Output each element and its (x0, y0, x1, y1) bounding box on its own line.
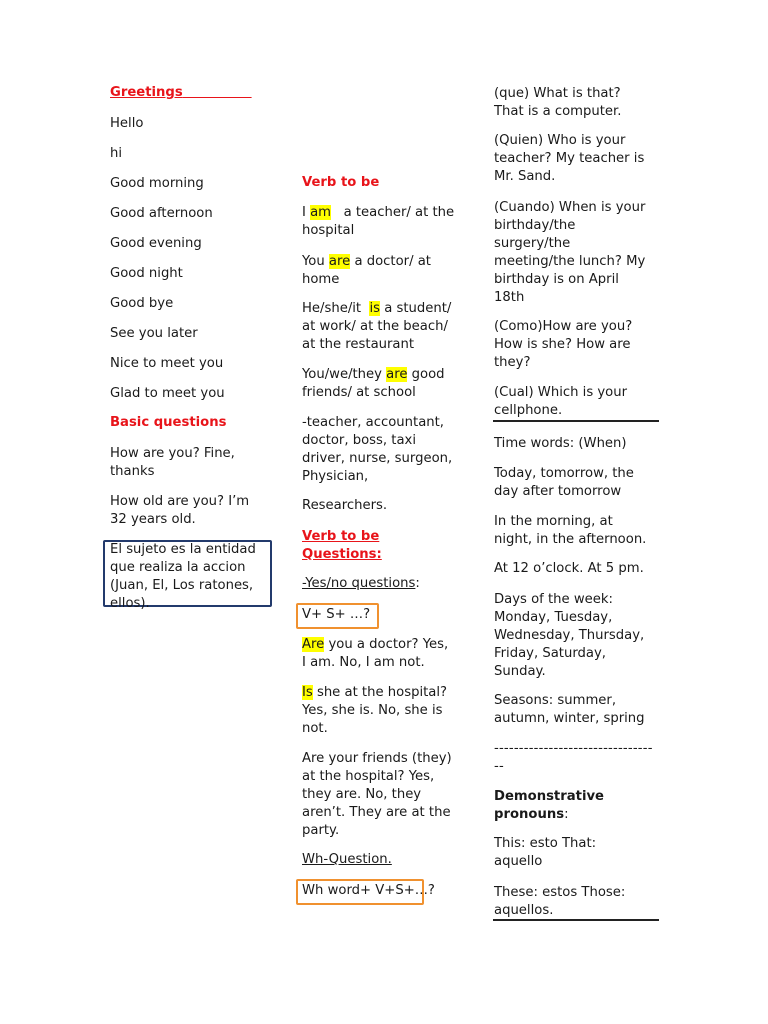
quien-who-is-your-teacher: (Quien) Who is your teacher? My teacher is Mr. Sand. (494, 133, 645, 184)
demonstrative-these-those: These: estos Those: aquellos. (494, 885, 626, 918)
jobs-list: -teacher, accountant, doctor, boss, taxi driver, nurse, surgeon, Physician, (302, 415, 453, 484)
greeting-good-afternoon: Good afternoon (110, 206, 213, 221)
highlight-are: are (328, 254, 351, 269)
greeting-good-night: Good night (110, 266, 183, 281)
verb-to-be-heading: Verb to be (302, 175, 380, 190)
sentence-i-am: I am a teacher/ at the hospital (302, 205, 455, 238)
greeting-glad-to-meet-you: Glad to meet you (110, 386, 225, 401)
greeting-hello: Hello (110, 116, 144, 131)
highlight-am: am (310, 205, 332, 220)
formula-wh-word: Wh word+ V+S+…? (302, 883, 435, 898)
que-what-is-that: (que) What is that? That is a computer. (494, 86, 622, 119)
time-in-the-morning: In the morning, at night, in the afternoon. (494, 514, 647, 547)
greeting-hi: hi (110, 146, 123, 161)
greetings-heading: Greetings (110, 85, 183, 100)
section-divider-1 (493, 420, 659, 422)
example-are-you-a-doctor: Are you a doctor? Yes, I am. No, I am not. (302, 637, 449, 670)
days-of-the-week: Days of the week: Monday, Tuesday, Wednesday, Thursday, Friday, Saturday, Sunday. (494, 592, 645, 679)
como-how-are-you: (Como)How are you? How is she? How are they? (494, 319, 633, 370)
question-how-old: How old are you? I’m 32 years old. (110, 494, 250, 527)
example-are-your-friends: Are your friends (they) at the hospital? Yes, they are. No, they aren’t. They are at the party. (302, 751, 452, 838)
greeting-nice-to-meet-you: Nice to meet you (110, 356, 224, 371)
time-words-heading: Time words: (When) (494, 436, 627, 451)
cuando-when-is-your-birthday: (Cuando) When is your birthday/the surgery/the meeting/the lunch? My birthday is on April 18th (494, 200, 646, 305)
seasons: Seasons: summer, autumn, winter, spring (494, 693, 645, 726)
verb-to-be-questions-heading: Verb to be Questions: (302, 529, 382, 562)
demonstrative-pronouns-heading: Demonstrative pronouns: (494, 789, 605, 822)
highlight-are-question: Are (302, 637, 325, 652)
time-today-tomorrow: Today, tomorrow, the day after tomorrow (494, 466, 634, 499)
researchers-text: Researchers. (302, 498, 388, 513)
sentence-he-she-it-is: He/she/it is a student/ at work/ at the beach/ at the restaurant (302, 301, 452, 352)
dashed-separator: -------------------------------- -- (494, 741, 653, 774)
highlight-is-question: Is (302, 685, 313, 700)
wh-question-label: Wh-Question. (302, 852, 392, 867)
sentence-you-are: You are a doctor/ at home (302, 254, 431, 287)
yes-no-questions-label: -Yes/no questions: (302, 576, 420, 591)
demonstrative-this-that: This: esto That: aquello (494, 836, 597, 869)
basic-questions-heading: Basic questions (110, 415, 227, 430)
cual-which-is-your-cellphone: (Cual) Which is your cellphone. (494, 385, 628, 418)
formula-v-s: V+ S+ …? (302, 607, 371, 622)
sentence-you-we-they-are: You/we/they are good friends/ at school (302, 367, 445, 400)
highlight-are-plural: are (386, 367, 408, 382)
greeting-good-bye: Good bye (110, 296, 174, 311)
example-is-she-at-the-hospital: Is she at the hospital? Yes, she is. No, she is not. (302, 685, 448, 736)
highlight-is: is (369, 301, 381, 316)
greeting-see-you-later: See you later (110, 326, 198, 341)
question-how-are-you: How are you? Fine, thanks (110, 446, 235, 479)
greeting-good-evening: Good evening (110, 236, 202, 251)
section-divider-2 (493, 919, 659, 921)
subject-note-text: El sujeto es la entidad que realiza la accion (Juan, El, Los ratones, ellos). (110, 542, 256, 611)
time-at-oclock: At 12 o’clock. At 5 pm. (494, 561, 644, 576)
greeting-good-morning: Good morning (110, 176, 204, 191)
